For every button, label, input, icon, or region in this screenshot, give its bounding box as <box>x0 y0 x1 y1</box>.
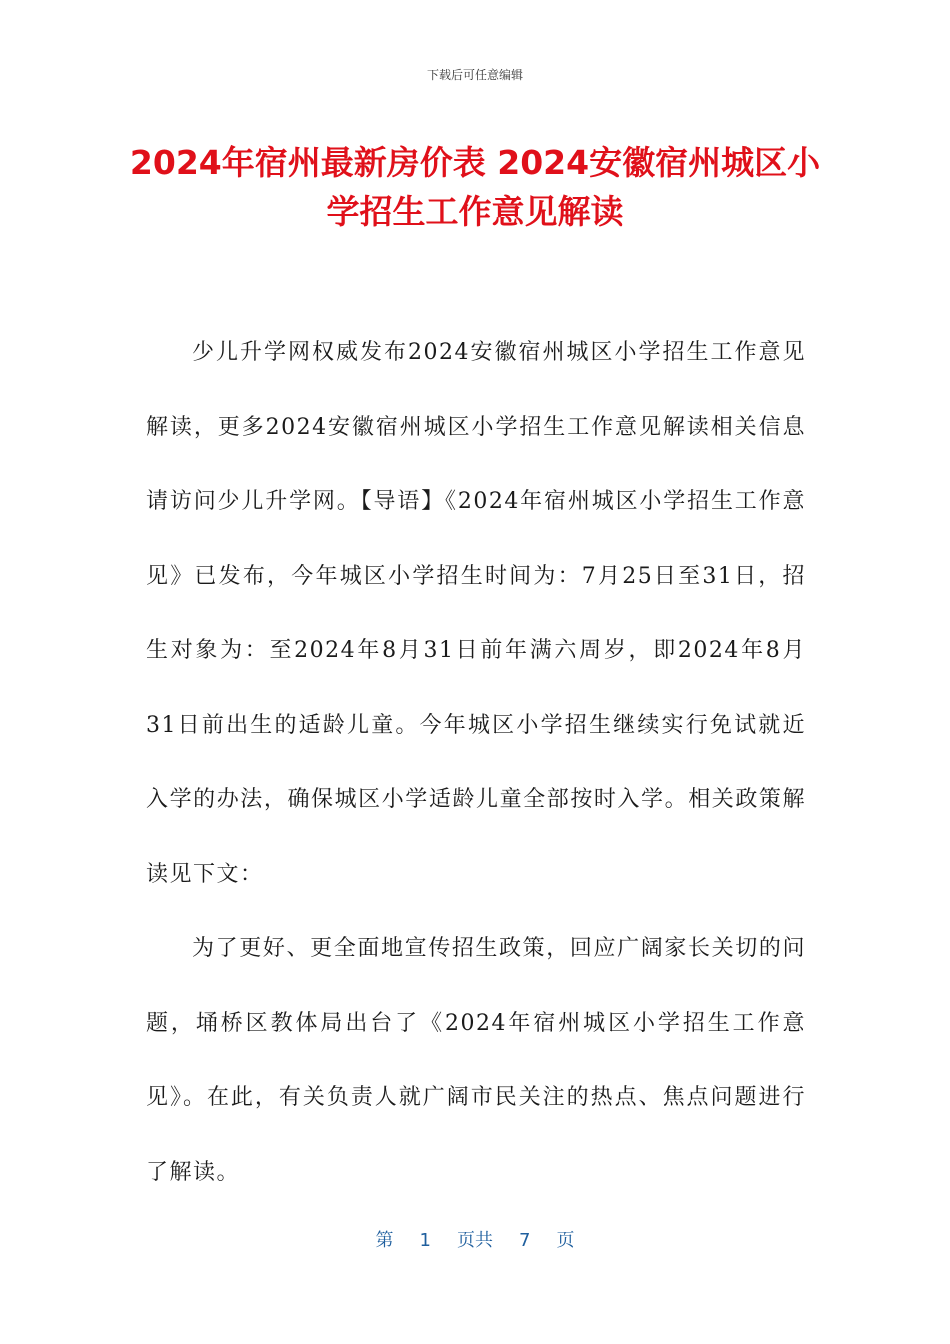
document-body <box>146 316 806 1210</box>
page-label-prefix: 第 <box>375 1230 394 1251</box>
paragraph-purpose: 为了更好、更全面地宣传招生政策，回应广阔家长关切的问题，埇桥区教体局出台了《2024年宿州城区小学招生工作意见》。在此，有关负责人就广阔市民关注的热点、焦点问题进行了解读。 <box>146 936 806 1185</box>
paragraph-intro: 少儿升学网权威发布2024安徽宿州城区小学招生工作意见解读，更多2024安徽宿州城区小学招生工作意见解读相关信息请访问少儿升学网。【导语】《2024年宿州城区小学招生工作意见》已发布，今年城区小学招生时间为：7月25日至31日，招生对象为：至2024年8月31日前年满六周岁，即2024年8月31日前出生的适龄儿童。今年城区小学招生继续实行免试就近入学的办法，确保城区小学适龄儿童全部按时入学。相关政策解读见下文： <box>146 340 806 887</box>
header-note: 下载后可任意编辑 <box>426 68 523 82</box>
page-number-footer <box>0 1226 950 1252</box>
document-title: 2024年宿州最新房价表 2024安徽宿州城区小学招生工作意见解读 <box>129 143 821 231</box>
current-page-number: 1 <box>419 1230 431 1251</box>
page-label-mid: 页共 <box>457 1230 493 1251</box>
page-label-suffix: 页 <box>556 1230 575 1251</box>
total-pages-number: 7 <box>519 1230 531 1251</box>
